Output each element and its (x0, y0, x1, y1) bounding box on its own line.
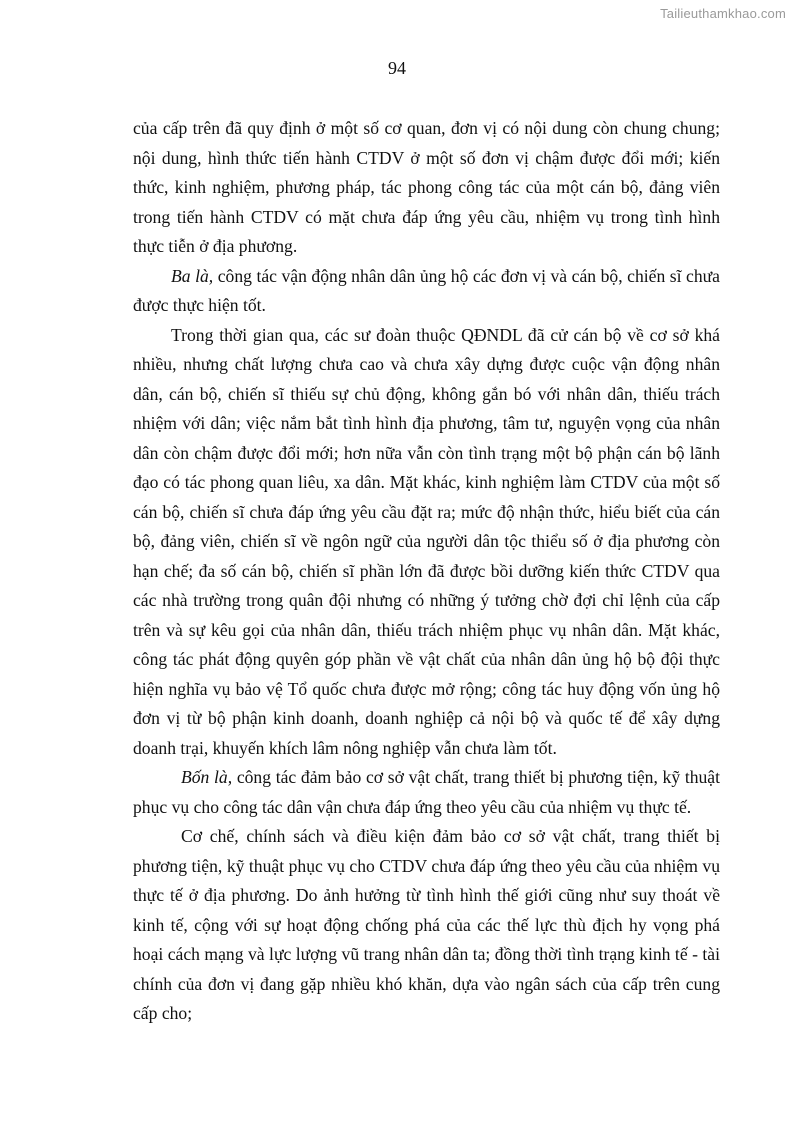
paragraph-body (133, 321, 720, 764)
paragraph-text: Trong thời gian qua, các sư đoàn thuộc QĐNDL đã cử cán bộ về cơ sở khá nhiều, nhưng chất lượng chưa cao và chưa xây dựng được cuộc vận động nhân dân, cán bộ, chiến sĩ thiếu sự chủ động, không gắn bó với nhân dân, thiếu trách nhiệm với dân; việc nắm bắt tình hình địa phương, tâm tư, nguyện vọng của nhân dân còn chậm được đổi mới; hơn nữa vẫn còn tình trạng một bộ phận cán bộ lãnh đạo có tác phong quan liêu, xa dân. Mặt khác, kinh nghiệm làm CTDV của một số cán bộ, chiến sĩ chưa đáp ứng yêu cầu đặt ra; mức độ nhận thức, hiểu biết của cán bộ, đảng viên, chiến sĩ về ngôn ngữ của người dân tộc thiểu số ở địa phương còn hạn chế; đa số cán bộ, chiến sĩ phần lớn đã được bồi dưỡng kiến thức CTDV qua các nhà trường trong quân đội nhưng có những ý tưởng chờ đợi chỉ lệnh của cấp trên và sự kêu gọi của nhân dân, thiếu trách nhiệm phục vụ nhân dân. Mặt khác, công tác phát động quyên góp phần về vật chất của nhân dân ủng hộ bộ đội thực hiện nghĩa vụ bảo vệ Tổ quốc chưa được mở rộng; công tác huy động vốn ủng hộ đơn vị từ bộ phận kinh doanh, doanh nghiệp cả nội bộ và quốc tế để xây dựng doanh trại, khuyến khích lâm nông nghiệp vẫn chưa làm tốt. (133, 324, 720, 758)
paragraph-text: của cấp trên đã quy định ở một số cơ quan, đơn vị có nội dung còn chung chung; nội dung, hình thức tiến hành CTDV ở một số đơn vị chậm được đổi mới; kiến thức, kinh nghiệm, phương pháp, tác phong công tác của một cán bộ, đảng viên trong tiến hành CTDV có mặt chưa đáp ứng yêu cầu, nhiệm vụ trong tình hình thực tiễn ở địa phương. (133, 118, 720, 256)
paragraph-body (133, 822, 720, 1029)
paragraph-text: Cơ chế, chính sách và điều kiện đảm bảo cơ sở vật chất, trang thiết bị phương tiện, kỹ thuật phục vụ cho CTDV chưa đáp ứng theo yêu cầu của nhiệm vụ thực tế ở địa phương. Do ảnh hưởng từ tình hình thế giới cũng như suy thoát về kinh tế, cộng với sự hoạt động chống phá của các thế lực thù địch hy vọng phá hoại cách mạng và lực lượng vũ trang nhân dân ta; đồng thời tình trạng kinh tế - tài chính của đơn vị đang gặp nhiều khó khăn, dựa vào ngân sách của cấp trên cung cấp cho; (133, 826, 720, 1023)
paragraph-point-three (133, 262, 720, 321)
paragraph-point-four (133, 763, 720, 822)
watermark: Tailieuthamkhao.com (660, 6, 786, 21)
paragraph-lead: Bốn là, (181, 767, 233, 787)
paragraph-text: công tác đảm bảo cơ sở vật chất, trang thiết bị phương tiện, kỹ thuật phục vụ cho công tác dân vận chưa đáp ứng theo yêu cầu của nhiệm vụ thực tế. (133, 767, 720, 817)
paragraph-lead: Ba là, (171, 265, 214, 286)
page-number: 94 (388, 58, 406, 78)
document-body (133, 114, 720, 1029)
paragraph-text: công tác vận động nhân dân ủng hộ các đơn vị và cán bộ, chiến sĩ chưa được thực hiện tốt. (133, 265, 720, 315)
paragraph-continuation (133, 114, 720, 262)
